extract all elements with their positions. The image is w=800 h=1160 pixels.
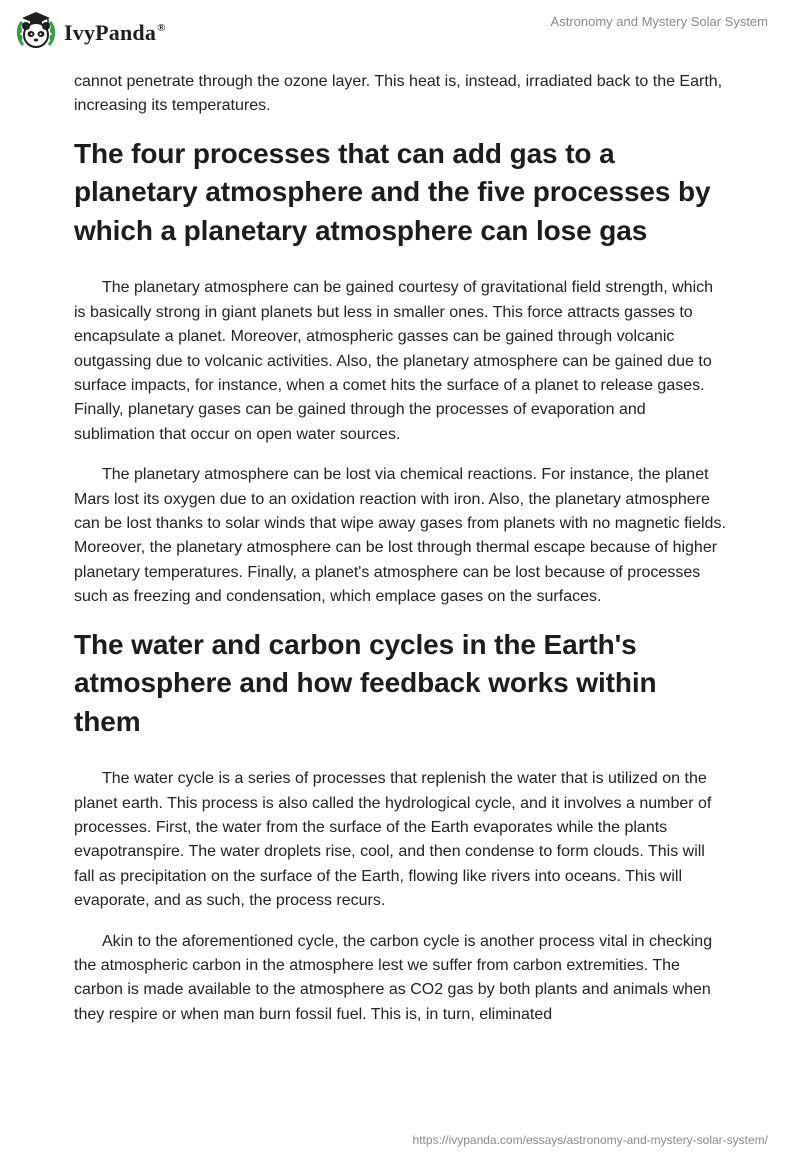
section-heading-water-carbon-cycles: The water and carbon cycles in the Earth's atmosphere and how feedback works within them — [74, 628, 657, 737]
essay-content — [74, 70, 726, 1043]
source-url[interactable]: https://ivypanda.com/essays/astronomy-and-mystery-solar-system/ — [412, 1133, 768, 1147]
paragraph-water-cycle: The water cycle is a series of processes that replenish the water that is utilized on the planet earth. This process is also called the hydrological cycle, and it involves a number of processes. First, the water from the surface of the Earth evaporates while the plants evapotranspire. The water droplets rise, cool, and then condense to form clouds. This will fall as precipitation on the surface of the Earth, flowing like rivers into oceans. This will evaporate, and as such, the process recurs. — [74, 770, 712, 910]
paragraph-atmosphere-gain: The planetary atmosphere can be gained courtesy of gravitational field strength, which is basically strong in giant planets but less in smaller ones. This force attracts gasses to encapsulate a planet. Moreover, atmospheric gasses can be gained through volcanic outgassing due to volcanic activities. Also, the planetary atmosphere can be gained due to surface impacts, for instance, when a comet hits the surface of a planet to release gases. Finally, planetary gases can be gained through the processes of evaporation and sublimation that occur on open water sources. — [74, 279, 714, 443]
panda-graduation-cap-icon — [14, 8, 58, 57]
ivypanda-logo[interactable] — [14, 8, 166, 57]
paragraph-carbon-cycle: Akin to the aforementioned cycle, the carbon cycle is another process vital in checking the atmospheric carbon in the atmosphere lest we suffer from carbon extremities. The carbon is made available to the atmosphere as CO2 gas by both plants and animals when they respire or when man burn fossil fuel. This is, in turn, eliminated — [74, 932, 713, 1023]
document-title: Astronomy and Mystery Solar System — [550, 14, 768, 29]
intro-paragraph-fragment: cannot penetrate through the ozone layer. This heat is, instead, irradiated back to the Earth, increasing its temperatures. — [74, 73, 723, 115]
section-heading-gas-processes: The four processes that can add gas to a planetary atmosphere and the five processes by which a planetary atmosphere can lose gas — [74, 137, 711, 246]
brand-name: IvyPanda® — [64, 19, 166, 45]
page-header — [0, 0, 800, 62]
registered-mark: ® — [157, 21, 166, 34]
paragraph-atmosphere-loss: The planetary atmosphere can be lost via chemical reactions. For instance, the planet Mars lost its oxygen due to an oxidation reaction with iron. Also, the planetary atmosphere can be lost thanks to solar winds that wipe away gases from planets with no magnetic fields. Moreover, the planetary atmosphere can be lost through thermal escape because of higher planetary temperatures. Finally, a planet's atmosphere can be lost because of processes such as freezing and condensation, which emplace gases on the surfaces. — [74, 466, 726, 606]
